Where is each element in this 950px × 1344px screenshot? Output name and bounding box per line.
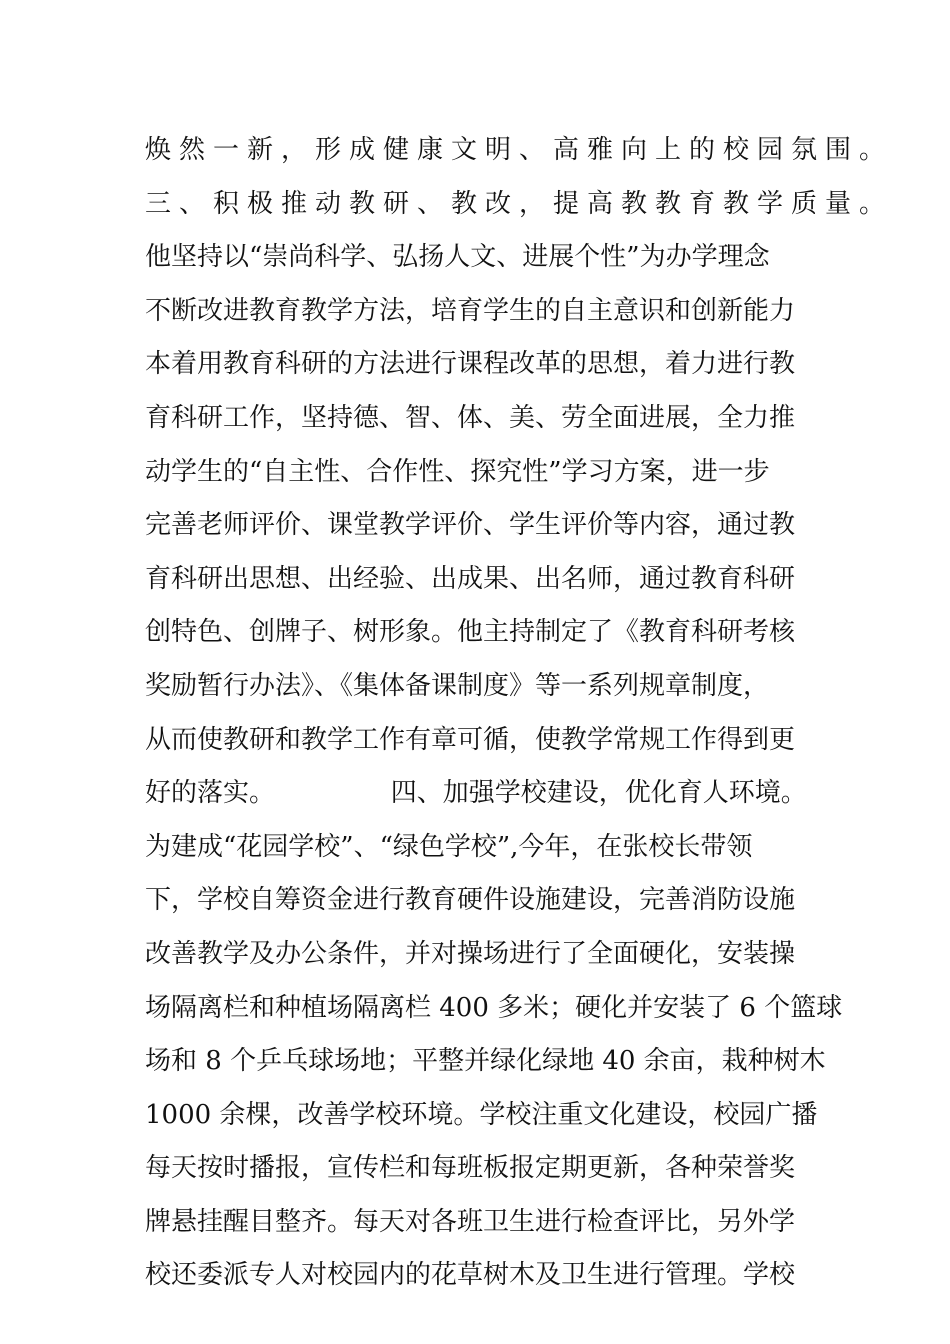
text-line: 校还委派专人对校园内的花草树木及卫生进行管理。学校 — [145, 1260, 796, 1291]
text-line: 他坚持以“崇尚科学、弘扬人文、进展个性”为办学理念 — [145, 242, 770, 273]
text-line: 育科研工作，坚持德、智、体、美、劳全面进展，全力推 — [145, 402, 796, 433]
text-line: 本着用教育科研的方法进行课程改革的思想，着力进行教 — [145, 349, 796, 380]
text-line: 从而使教研和教学工作有章可循，使教学常规工作得到更 — [145, 724, 796, 755]
text-line: 好的落实。 四、加强学校建设，优化育人环境。 — [145, 778, 807, 809]
text-line: 创特色、创牌子、树形象。他主持制定了《教育科研考核 — [145, 617, 796, 648]
text-line: 场隔离栏和种植场隔离栏 400 多米；硬化并安装了 6 个篮球 — [145, 992, 843, 1023]
text-line: 焕然一新，形成健康文明、高雅向上的校园氛围。 — [145, 135, 894, 165]
text-line: 场和 8 个乒乓球场地；平整并绿化绿地 40 余亩，栽种树木 — [145, 1046, 826, 1077]
text-line: 下，学校自筹资金进行教育硬件设施建设，完善消防设施 — [145, 885, 796, 916]
text-line: 为建成“花园学校”、“绿色学校”,今年，在张校长带领 — [145, 831, 753, 862]
text-line: 育科研出思想、出经验、出成果、出名师，通过教育科研 — [145, 563, 796, 594]
text-line: 牌悬挂醒目整齐。每天对各班卫生进行检查评比，另外学 — [145, 1206, 796, 1237]
document-body — [145, 124, 894, 1303]
text-line: 奖励暂行办法》、《集体备课制度》等一系列规章制度， — [145, 670, 770, 701]
text-line: 动学生的“自主性、合作性、探究性”学习方案，进一步 — [145, 456, 770, 487]
text-line: 完善老师评价、课堂教学评价、学生评价等内容，通过教 — [145, 510, 796, 541]
text-line: 每天按时播报，宣传栏和每班板报定期更新，各种荣誉奖 — [145, 1153, 796, 1184]
text-line: 1000 余棵，改善学校环境。学校注重文化建设，校园广播 — [145, 1099, 818, 1130]
text-line: 三、积极推动教研、教改，提高教教育教学质量。 — [145, 188, 894, 219]
text-line: 改善教学及办公条件，并对操场进行了全面硬化，安装操 — [145, 938, 796, 969]
text-line: 不断改进教育教学方法，培育学生的自主意识和创新能力 — [145, 295, 796, 326]
